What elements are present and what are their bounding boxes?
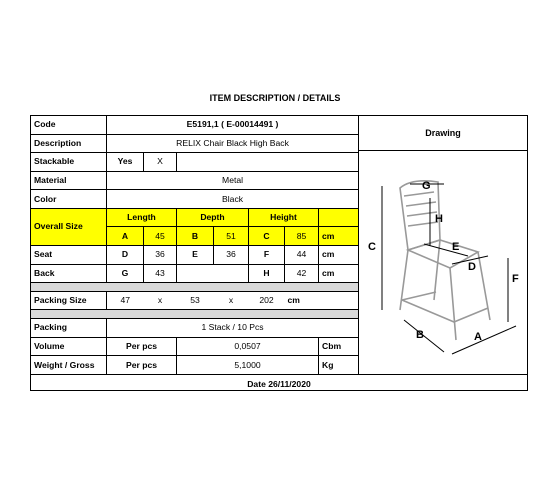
stackable-row	[31, 153, 359, 172]
code-label: Code	[31, 116, 107, 135]
height-header: Height	[249, 208, 319, 227]
chair-legs	[400, 240, 490, 340]
chair-outline	[400, 181, 490, 340]
packing-size-x2: x	[214, 291, 249, 310]
packing-size-unit: cm	[285, 291, 319, 310]
material-row	[31, 171, 359, 190]
volume-value: 0,0507	[177, 337, 319, 356]
volume-label: Volume	[31, 337, 107, 356]
depth-header: Depth	[177, 208, 249, 227]
material-value: Metal	[107, 171, 359, 190]
back-h-value: 42	[285, 264, 319, 283]
stackable-yes: Yes	[107, 153, 144, 172]
packing-row	[31, 319, 359, 338]
spacer-row	[31, 283, 359, 292]
page-title: ITEM DESCRIPTION / DETAILS	[209, 93, 341, 103]
date-text: Date 26/11/2020	[247, 379, 311, 389]
weight-value: 5,1000	[177, 356, 319, 375]
dimension-letters	[368, 180, 519, 343]
seat-d-letter: D	[107, 245, 144, 264]
dim-letter-b: B	[416, 329, 424, 341]
seat-unit: cm	[319, 245, 359, 264]
stackable-mark: X	[144, 153, 177, 172]
seat-e-value: 36	[214, 245, 249, 264]
back-empty	[177, 264, 249, 283]
overall-header-empty	[319, 208, 359, 227]
packing-size-width: 53	[177, 291, 214, 310]
code-row	[31, 116, 359, 135]
length-header: Length	[107, 208, 177, 227]
chair-stretchers	[402, 292, 488, 322]
seat-label: Seat	[31, 245, 107, 264]
depth-letter: B	[177, 227, 214, 246]
back-g-letter: G	[107, 264, 144, 283]
dim-line-e	[424, 244, 468, 256]
chair-backrest	[400, 181, 440, 250]
stackable-label: Stackable	[31, 153, 107, 172]
weight-unit: Kg	[319, 356, 359, 375]
height-letter: C	[249, 227, 285, 246]
color-label: Color	[31, 190, 107, 209]
overall-unit: cm	[319, 227, 359, 246]
length-value: 45	[144, 227, 177, 246]
height-value: 85	[285, 227, 319, 246]
dim-letter-c: C	[368, 241, 376, 253]
depth-value: 51	[214, 227, 249, 246]
packing-label: Packing	[31, 319, 107, 338]
dim-line-b	[404, 320, 444, 352]
dim-letter-f: F	[512, 273, 519, 285]
description-value: RELIX Chair Black High Back	[107, 134, 359, 153]
length-letter: A	[107, 227, 144, 246]
chair-drawing	[360, 160, 528, 360]
overall-size-header-row	[31, 208, 359, 227]
color-row	[31, 190, 359, 209]
volume-unit: Cbm	[319, 337, 359, 356]
packing-size-x1: x	[144, 291, 177, 310]
back-label: Back	[31, 264, 107, 283]
seat-row	[31, 245, 359, 264]
packing-size-label: Packing Size	[31, 291, 107, 310]
drawing-label: Drawing	[358, 115, 528, 151]
spacer-row	[31, 310, 359, 319]
back-row	[31, 264, 359, 283]
back-unit: cm	[319, 264, 359, 283]
packing-size-length: 47	[107, 291, 144, 310]
packing-size-row	[31, 291, 359, 310]
volume-row	[31, 337, 359, 356]
dim-letter-a: A	[474, 331, 482, 343]
back-h-letter: H	[249, 264, 285, 283]
dim-letter-d: D	[468, 261, 476, 273]
color-value: Black	[107, 190, 359, 209]
chair-back-slats	[404, 192, 438, 226]
code-value: E5191,1 ( E-00014491 )	[107, 116, 359, 135]
seat-d-value: 36	[144, 245, 177, 264]
weight-label: Weight / Gross	[31, 356, 107, 375]
packing-value: 1 Stack / 10 Pcs	[107, 319, 359, 338]
details-table	[30, 115, 359, 375]
seat-e-letter: E	[177, 245, 214, 264]
seat-f-letter: F	[249, 245, 285, 264]
overall-size-label: Overall Size	[31, 208, 107, 245]
weight-per: Per pcs	[107, 356, 177, 375]
stackable-empty	[177, 153, 359, 172]
seat-f-value: 44	[285, 245, 319, 264]
dim-letter-h: H	[435, 213, 443, 225]
packing-size-empty	[319, 291, 359, 310]
description-row	[31, 134, 359, 153]
volume-per: Per pcs	[107, 337, 177, 356]
dim-letter-g: G	[422, 180, 431, 192]
dim-line-a	[452, 326, 516, 354]
back-g-value: 43	[144, 264, 177, 283]
packing-size-height: 202	[249, 291, 285, 310]
material-label: Material	[31, 171, 107, 190]
dim-letter-e: E	[452, 241, 460, 253]
description-label: Description	[31, 134, 107, 153]
weight-row	[31, 356, 359, 375]
